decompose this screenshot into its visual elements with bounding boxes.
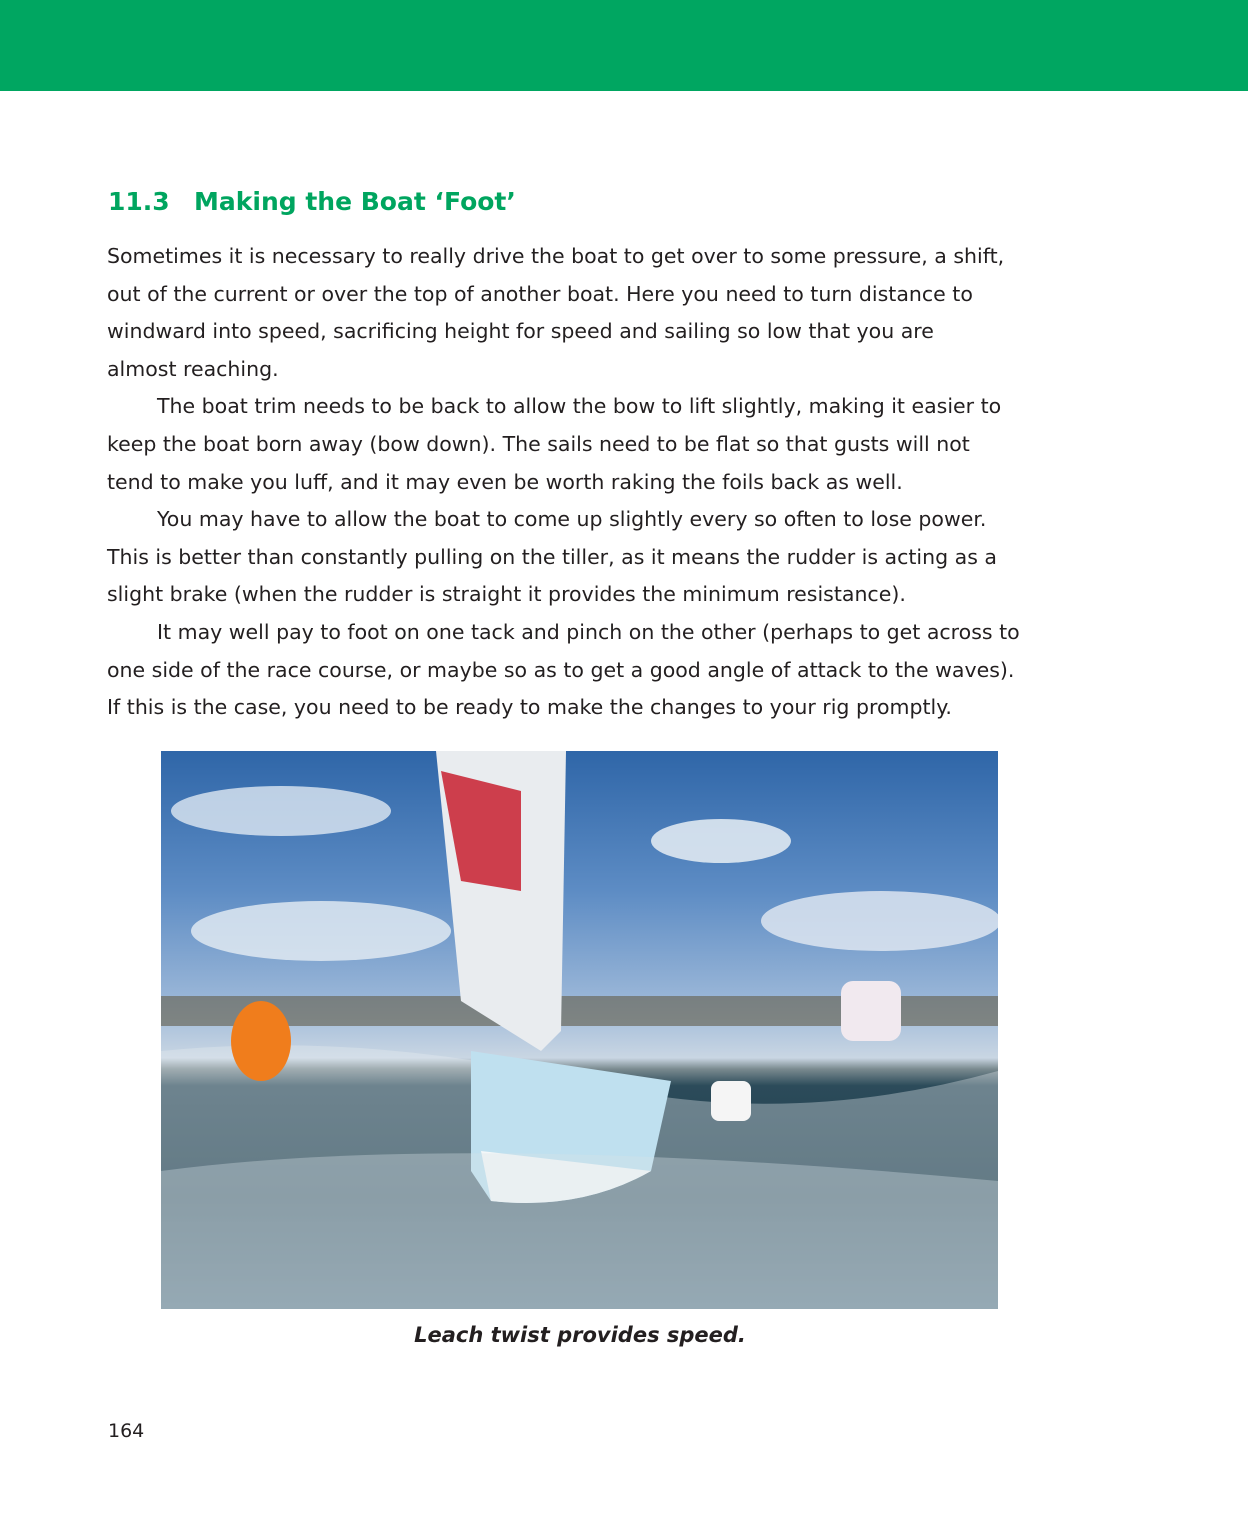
text-line: slight brake (when the rudder is straight it provides the minimum resistance). — [107, 582, 906, 607]
text-line: windward into speed, sacrificing height for speed and sailing so low that you are — [107, 319, 934, 344]
section-number: 11.3 — [108, 187, 170, 216]
text-line: This is better than constantly pulling on the tiller, as it means the rudder is acting as a — [107, 544, 997, 569]
sailing-photo — [161, 751, 998, 1309]
text-line: almost reaching. — [107, 356, 279, 381]
header-bar — [0, 0, 1248, 91]
paragraph-1 — [107, 238, 1020, 388]
text-line: keep the boat born away (bow down). The sails need to be flat so that gusts will not — [107, 431, 970, 456]
body-text — [107, 238, 1020, 727]
sailing-dinghy-illustration — [161, 751, 998, 1309]
text-line: You may have to allow the boat to come up slightly every so often to lose power. — [157, 507, 987, 532]
text-line: tend to make you luff, and it may even be worth raking the foils back as well. — [107, 469, 903, 494]
text-line: The boat trim needs to be back to allow the bow to lift slightly, making it easier to — [157, 394, 1002, 419]
orange-buoy — [231, 1001, 291, 1081]
section-title: Making the Boat ‘Foot’ — [194, 187, 516, 216]
text-line: out of the current or over the top of another boat. Here you need to turn distance to — [107, 281, 973, 306]
figure-caption: Leach twist provides speed. — [414, 1323, 746, 1347]
text-line: It may well pay to foot on one tack and pinch on the other (perhaps to get across to — [157, 619, 1020, 644]
paragraph-3 — [107, 501, 1020, 614]
text-line: If this is the case, you need to be ready to make the changes to your rig promptly. — [107, 695, 952, 720]
text-line: Sometimes it is necessary to really drive the boat to get over to some pressure, a shift, — [107, 244, 1005, 268]
section-heading — [108, 187, 516, 216]
paragraph-2 — [107, 388, 1020, 501]
page-number: 164 — [108, 1420, 145, 1442]
text-line: one side of the race course, or maybe so as to get a good angle of attack to the waves). — [107, 657, 1015, 682]
paragraph-4 — [107, 614, 1020, 727]
